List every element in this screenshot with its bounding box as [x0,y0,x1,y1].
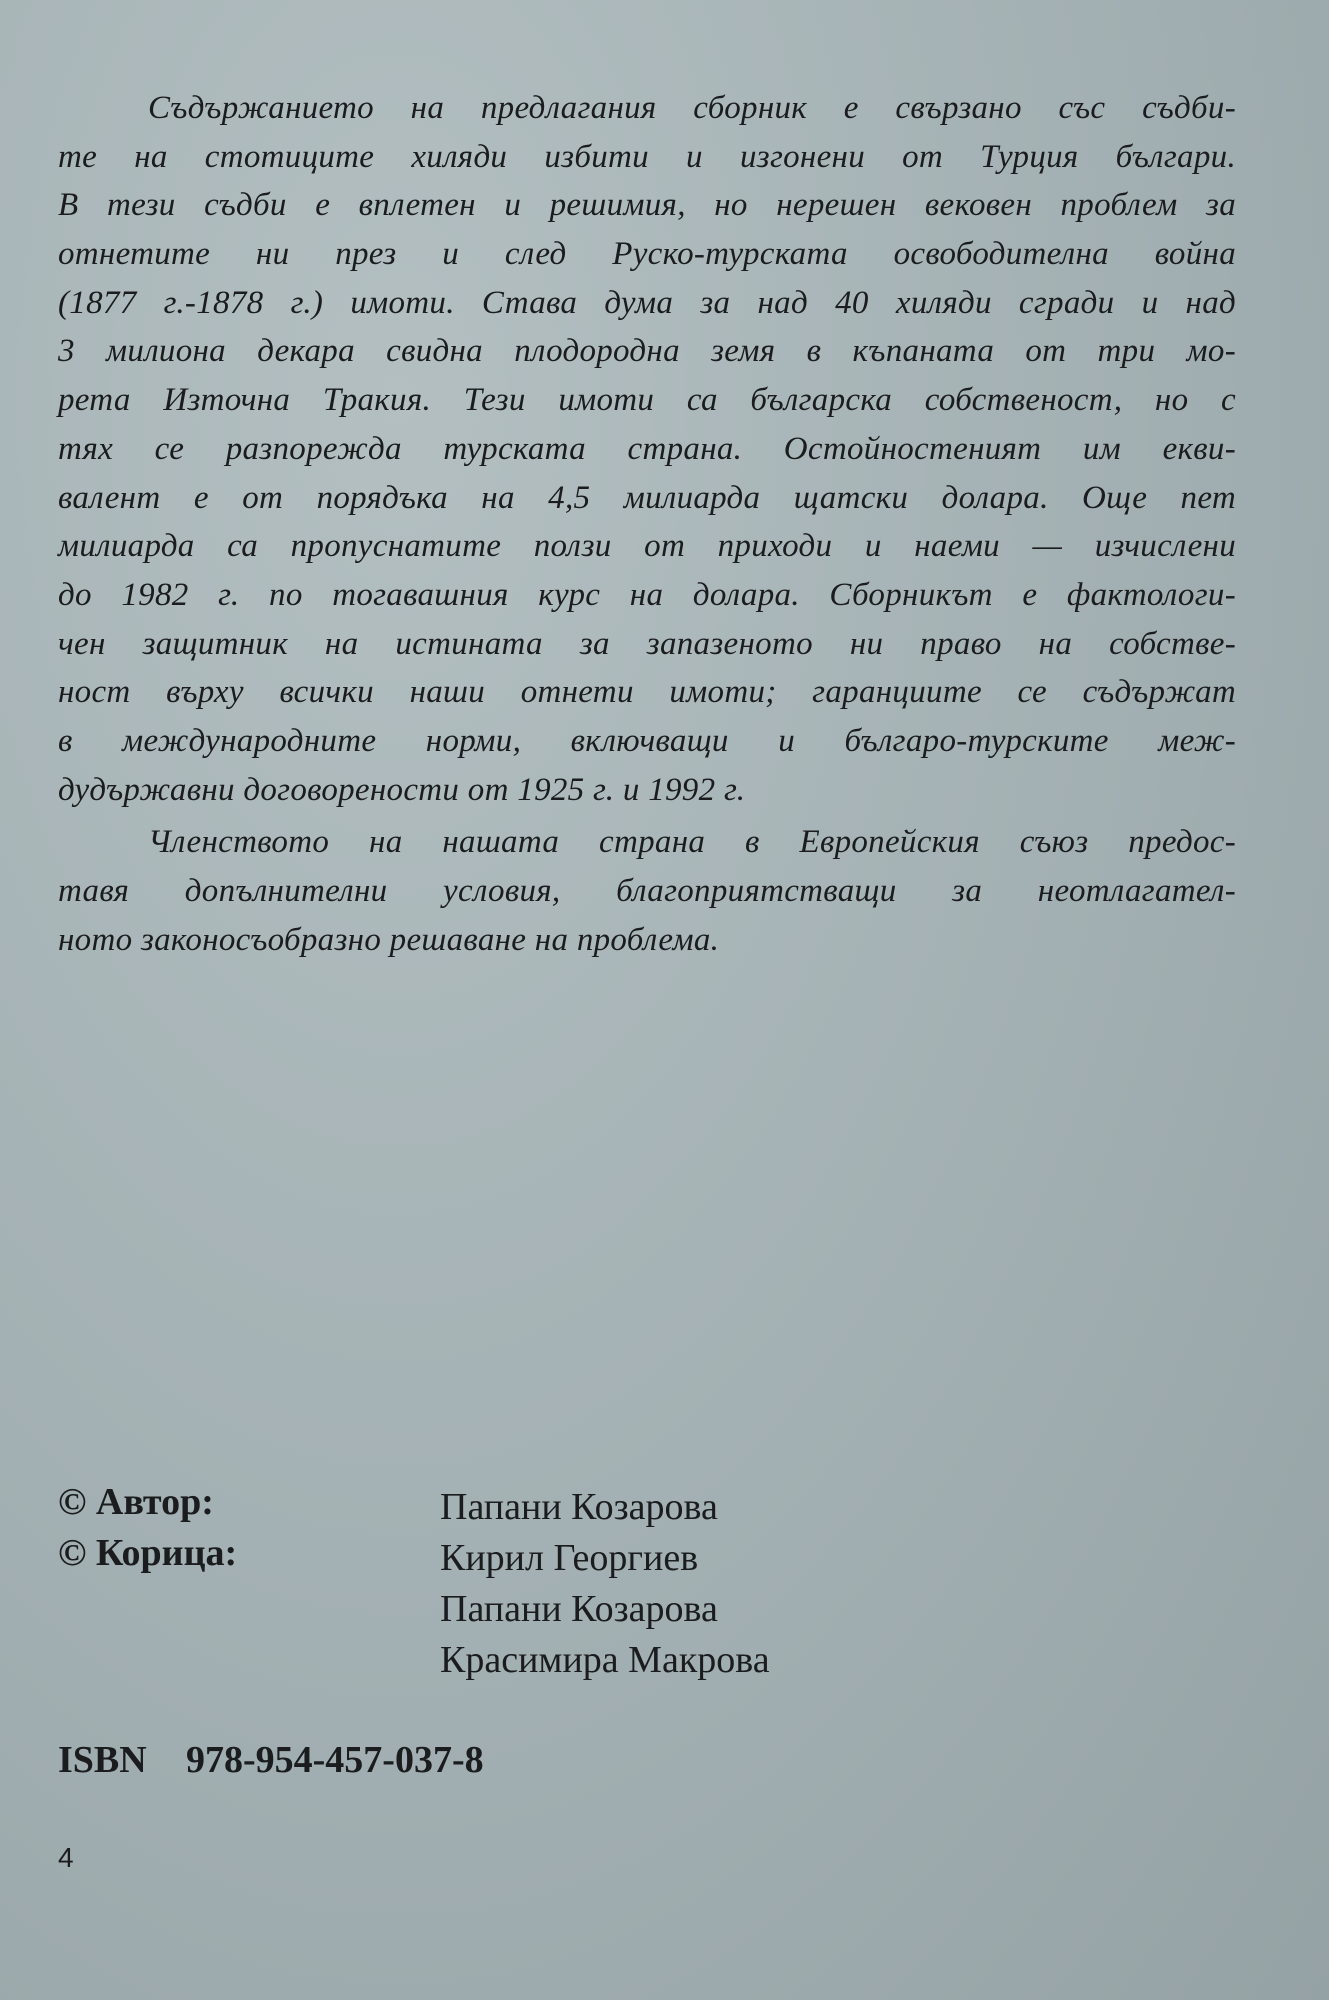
page-number: 4 [58,1842,74,1873]
isbn-number: 978-954-457-037-8 [186,1739,484,1781]
text-line: Съдържанието на предлагания сборник е свързано със съдби- [148,90,1236,126]
author-credit [58,1480,958,1531]
text-line: в международните норми, включващи и българо-турските меж- [58,722,1236,759]
cover-name: Кирил Георгиев [440,1537,699,1579]
text-line: тавя допълнителни условия, благоприятстващи за неотлагател- [58,873,1236,909]
credits-block [58,1480,958,1684]
cover-credit [58,1531,958,1582]
annotation-paragraph-1 [58,84,1236,814]
text-line: те на стотиците хиляди избити и изгонени от Турция българи. [58,138,1236,175]
text-line: 3 милиона декара свидна плодородна земя в къпаната от три мо- [58,333,1236,370]
author-label: © Автор: [58,1481,214,1523]
annotation-paragraph-2 [58,818,1236,964]
isbn-line [58,1738,484,1782]
text-line: милиарда са пропуснатите ползи от приходи и наеми — изчислени [58,528,1236,565]
isbn-label: ISBN [58,1739,147,1781]
author-name: Папани Козарова [440,1486,718,1528]
text-line: дудържавни договорености от 1925 г. и 1992 г. [58,771,746,808]
text-line: чен защитник на истината за запазеното ни право на собстве- [58,625,1236,662]
text-line: валент е от порядъка на 4,5 милиарда щатски долара. Още пет [58,479,1236,516]
text-line: до 1982 г. по тогавашния курс на долара. Сборникът е фактологи- [58,576,1236,613]
text-line: ност върху всички наши отнети имоти; гаранциите се съдържат [58,674,1236,711]
cover-name: Папани Козарова [440,1588,718,1630]
text-line: В тези съдби е вплетен и решимия, но нерешен вековен проблем за [58,187,1236,224]
cover-label: © Корица: [58,1532,238,1574]
text-line: ното законосъобразно решаване на проблема. [58,921,720,958]
text-line: (1877 г.-1878 г.) имоти. Става дума за над 40 хиляди сгради и над [58,284,1236,321]
cover-credit [58,1582,958,1633]
text-line: отнетите ни през и след Руско-турската освободителна война [58,236,1236,273]
cover-credit [58,1633,958,1684]
cover-name: Красимира Макрова [440,1639,770,1681]
text-line: рета Източна Тракия. Тези имоти са българска собственост, но с [58,382,1236,419]
text-line: тях се разпорежда турската страна. Остойностеният им екви- [58,430,1236,467]
annotation-text [58,84,1236,964]
text-line: Членството на нашата страна в Европейския съюз предос- [148,824,1236,861]
